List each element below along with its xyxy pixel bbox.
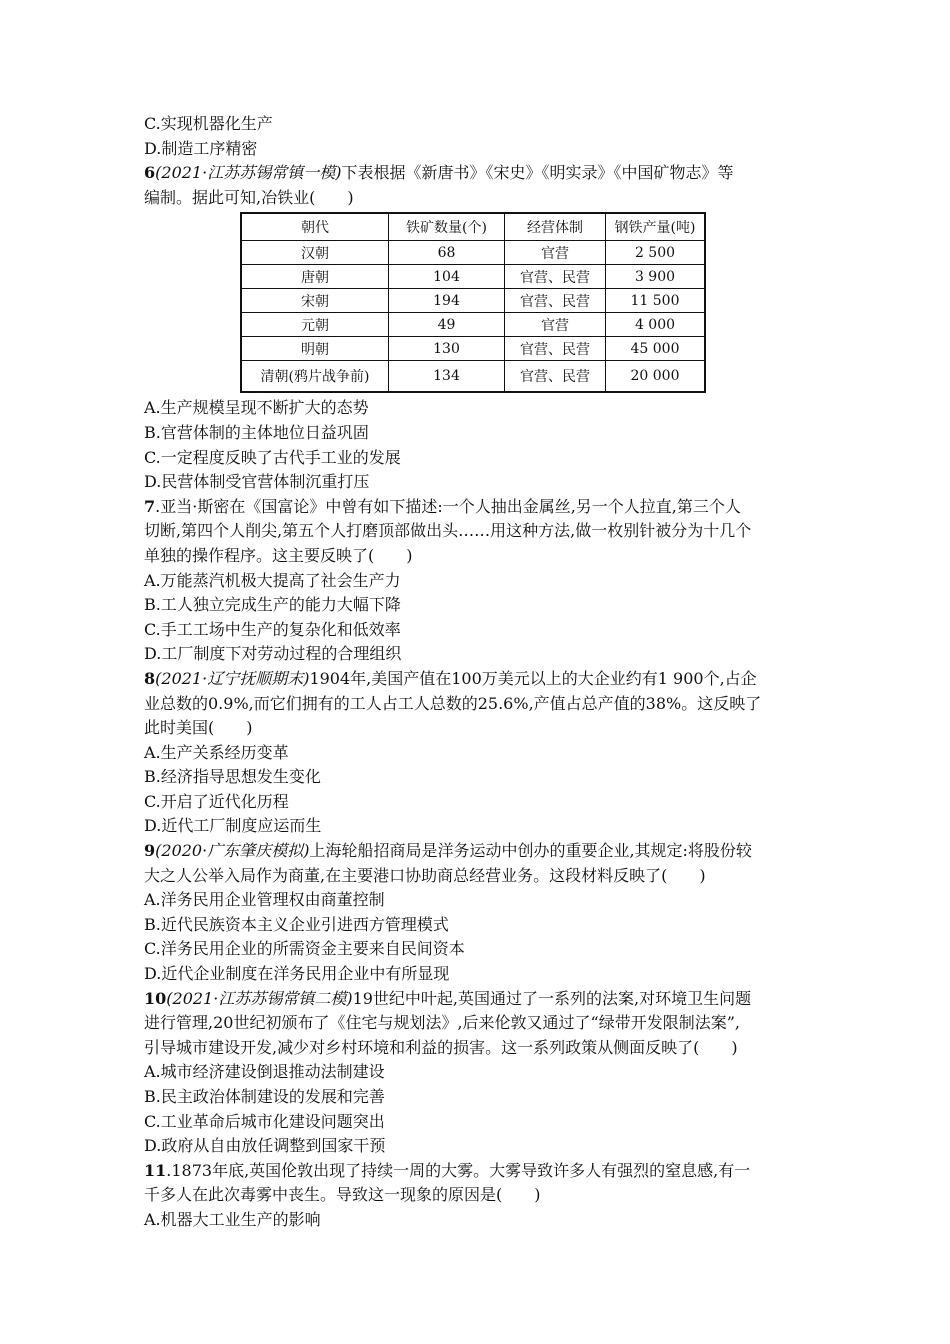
- question-10-stem-cont: 引导城市建设开发,减少对乡村环境和利益的损害。这一系列政策从侧面反映了( ): [144, 1037, 738, 1057]
- question-number: 8: [144, 668, 156, 688]
- option-a: A.万能蒸汽机极大提高了社会生产力: [144, 570, 401, 590]
- table-cell: 3 900: [606, 265, 706, 289]
- question-6-stem-cont: 编制。据此可知,冶铁业( ): [144, 187, 354, 207]
- table-row: [241, 241, 705, 265]
- option-b: B.官营体制的主体地位日益巩固: [144, 422, 369, 442]
- option-c: C.开启了近代化历程: [144, 791, 289, 811]
- option-a: A.洋务民用企业管理权由商董控制: [144, 890, 385, 910]
- table-cell: 明朝: [241, 337, 389, 361]
- iron-industry-table: [240, 212, 706, 393]
- question-7-stem: 7.亚当·斯密在《国富论》中曾有如下描述:一个人抽出金属丝,另一个人拉直,第三个人: [144, 496, 741, 516]
- option-d: D.工厂制度下对劳动过程的合理组织: [144, 644, 402, 664]
- option-a: A.机器大工业生产的影响: [144, 1209, 321, 1229]
- question-7-stem-cont: 切断,第四个人削尖,第五个人打磨顶部做出头……用这种方法,做一枚别针被分为十几个: [144, 521, 752, 541]
- table-cell: 45 000: [606, 337, 706, 361]
- table-header: 朝代: [241, 213, 389, 241]
- stem-text: 上海轮船招商局是洋务运动中创办的重要企业,其规定:将股份较: [309, 841, 752, 861]
- question-10-stem: [144, 987, 808, 1012]
- table-cell: 4 000: [606, 313, 706, 337]
- option-b: B.民主政治体制建设的发展和完善: [144, 1087, 385, 1106]
- question-8-stem-cont: 业总数的0.9%,而它们拥有的工人占工人总数的25.6%,产值占总产值的38%。这反映了: [144, 693, 762, 713]
- table-cell: 官营、民营: [505, 289, 606, 313]
- table-row: [241, 289, 705, 313]
- question-10-stem-cont: 进行管理,20世纪初颁布了《住宅与规划法》,后来伦敦又通过了“绿带开发限制法案”,: [144, 1013, 740, 1033]
- table-row: [241, 337, 705, 361]
- exam-page: [144, 112, 808, 1233]
- option-b: B.经济指导思想发生变化: [144, 767, 321, 787]
- option-c: C.实现机器化生产: [144, 114, 273, 133]
- stem-text: 亚当·斯密在《国富论》中曾有如下描述:一个人抽出金属丝,另一个人拉直,第三个人: [160, 496, 741, 516]
- table-cell: 20 000: [606, 361, 706, 393]
- question-number: 7: [144, 496, 156, 516]
- option-d: D.政府从自由放任调整到国家干预: [144, 1136, 386, 1156]
- option-c: C.手工工场中生产的复杂化和低效率: [144, 619, 401, 639]
- option-b: B.工人独立完成生产的能力大幅下降: [144, 595, 401, 615]
- table-cell: 134: [389, 361, 505, 393]
- table-row: [241, 361, 705, 393]
- question-11-stem-cont: 千多人在此次毒雾中丧生。导致这一现象的原因是( ): [144, 1185, 541, 1205]
- question-number: 6: [144, 163, 156, 183]
- table-cell: 唐朝: [241, 265, 389, 289]
- option-d: D.近代工厂制度应运而生: [144, 816, 322, 836]
- question-7-stem-cont: 单独的操作程序。这主要反映了( ): [144, 545, 413, 565]
- question-number: 10: [144, 988, 167, 1008]
- question-source: (2021·江苏苏锡常镇二模): [166, 988, 353, 1008]
- option-a: A.生产规模呈现不断扩大的态势: [144, 398, 369, 418]
- option-d: D.制造工序精密: [144, 138, 258, 158]
- option-d: D.民营体制受官营体制沉重打压: [144, 472, 370, 492]
- table-header-row: [241, 213, 705, 241]
- question-number: 9: [144, 841, 156, 861]
- question-9-stem: [144, 839, 808, 864]
- table-cell: 104: [389, 265, 505, 289]
- question-6-stem: [144, 161, 808, 186]
- option-c: C.洋务民用企业的所需资金主要来自民间资本: [144, 939, 465, 959]
- question-source: (2020·广东肇庆模拟): [155, 841, 310, 861]
- table-cell: 49: [389, 313, 505, 337]
- option-c: C.工业革命后城市化建设问题突出: [144, 1111, 385, 1131]
- option-b: B.近代民族资本主义企业引进西方管理模式: [144, 914, 449, 934]
- option-a: A.城市经济建设倒退推动法制建设: [144, 1062, 385, 1082]
- table-cell: 130: [389, 337, 505, 361]
- option-d: D.近代企业制度在洋务民用企业中有所显现: [144, 964, 450, 984]
- table-cell: 清朝(鸦片战争前): [241, 361, 389, 393]
- table-cell: 68: [389, 241, 505, 265]
- table-cell: 汉朝: [241, 241, 389, 265]
- table-cell: 2 500: [606, 241, 706, 265]
- table-cell: 194: [389, 289, 505, 313]
- table-cell: 官营、民营: [505, 337, 606, 361]
- table-cell: 元朝: [241, 313, 389, 337]
- stem-text: 1873年底,英国伦敦出现了持续一周的大雾。大雾导致许多人有强烈的窒息感,有一: [171, 1160, 751, 1180]
- stem-text: 1904年,美国产值在100万美元以上的大企业约有1 900个,占企: [309, 668, 757, 688]
- table-cell: 官营: [505, 313, 606, 337]
- stem-text: 下表根据《新唐书》《宋史》《明实录》《中国矿物志》等: [341, 163, 734, 183]
- table-header: 钢铁产量(吨): [606, 213, 706, 241]
- table-cell: 官营、民营: [505, 361, 606, 393]
- table-cell: 官营: [505, 241, 606, 265]
- question-source: (2021·辽宁抚顺期末): [155, 668, 310, 688]
- question-11-stem: 11.1873年底,英国伦敦出现了持续一周的大雾。大雾导致许多人有强烈的窒息感,有一: [144, 1160, 751, 1180]
- table-header: 铁矿数量(个): [389, 213, 505, 241]
- question-9-stem-cont: 大之人公举入局作为商董,在主要港口协助商总经营业务。这段材料反映了( ): [144, 865, 706, 885]
- table-cell: 宋朝: [241, 289, 389, 313]
- question-source: (2021·江苏苏锡常镇一模): [155, 163, 342, 183]
- question-8-stem-cont: 此时美国( ): [144, 718, 253, 738]
- table-cell: 11 500: [606, 289, 706, 313]
- question-number: 11: [144, 1160, 167, 1180]
- option-c: C.一定程度反映了古代手工业的发展: [144, 447, 401, 467]
- stem-text: 19世纪中叶起,英国通过了一系列的法案,对环境卫生问题: [352, 988, 752, 1008]
- question-8-stem: [144, 667, 808, 692]
- option-a: A.生产关系经历变革: [144, 742, 289, 762]
- table-row: [241, 313, 705, 337]
- table-cell: 官营、民营: [505, 265, 606, 289]
- table-header: 经营体制: [505, 213, 606, 241]
- table-row: [241, 265, 705, 289]
